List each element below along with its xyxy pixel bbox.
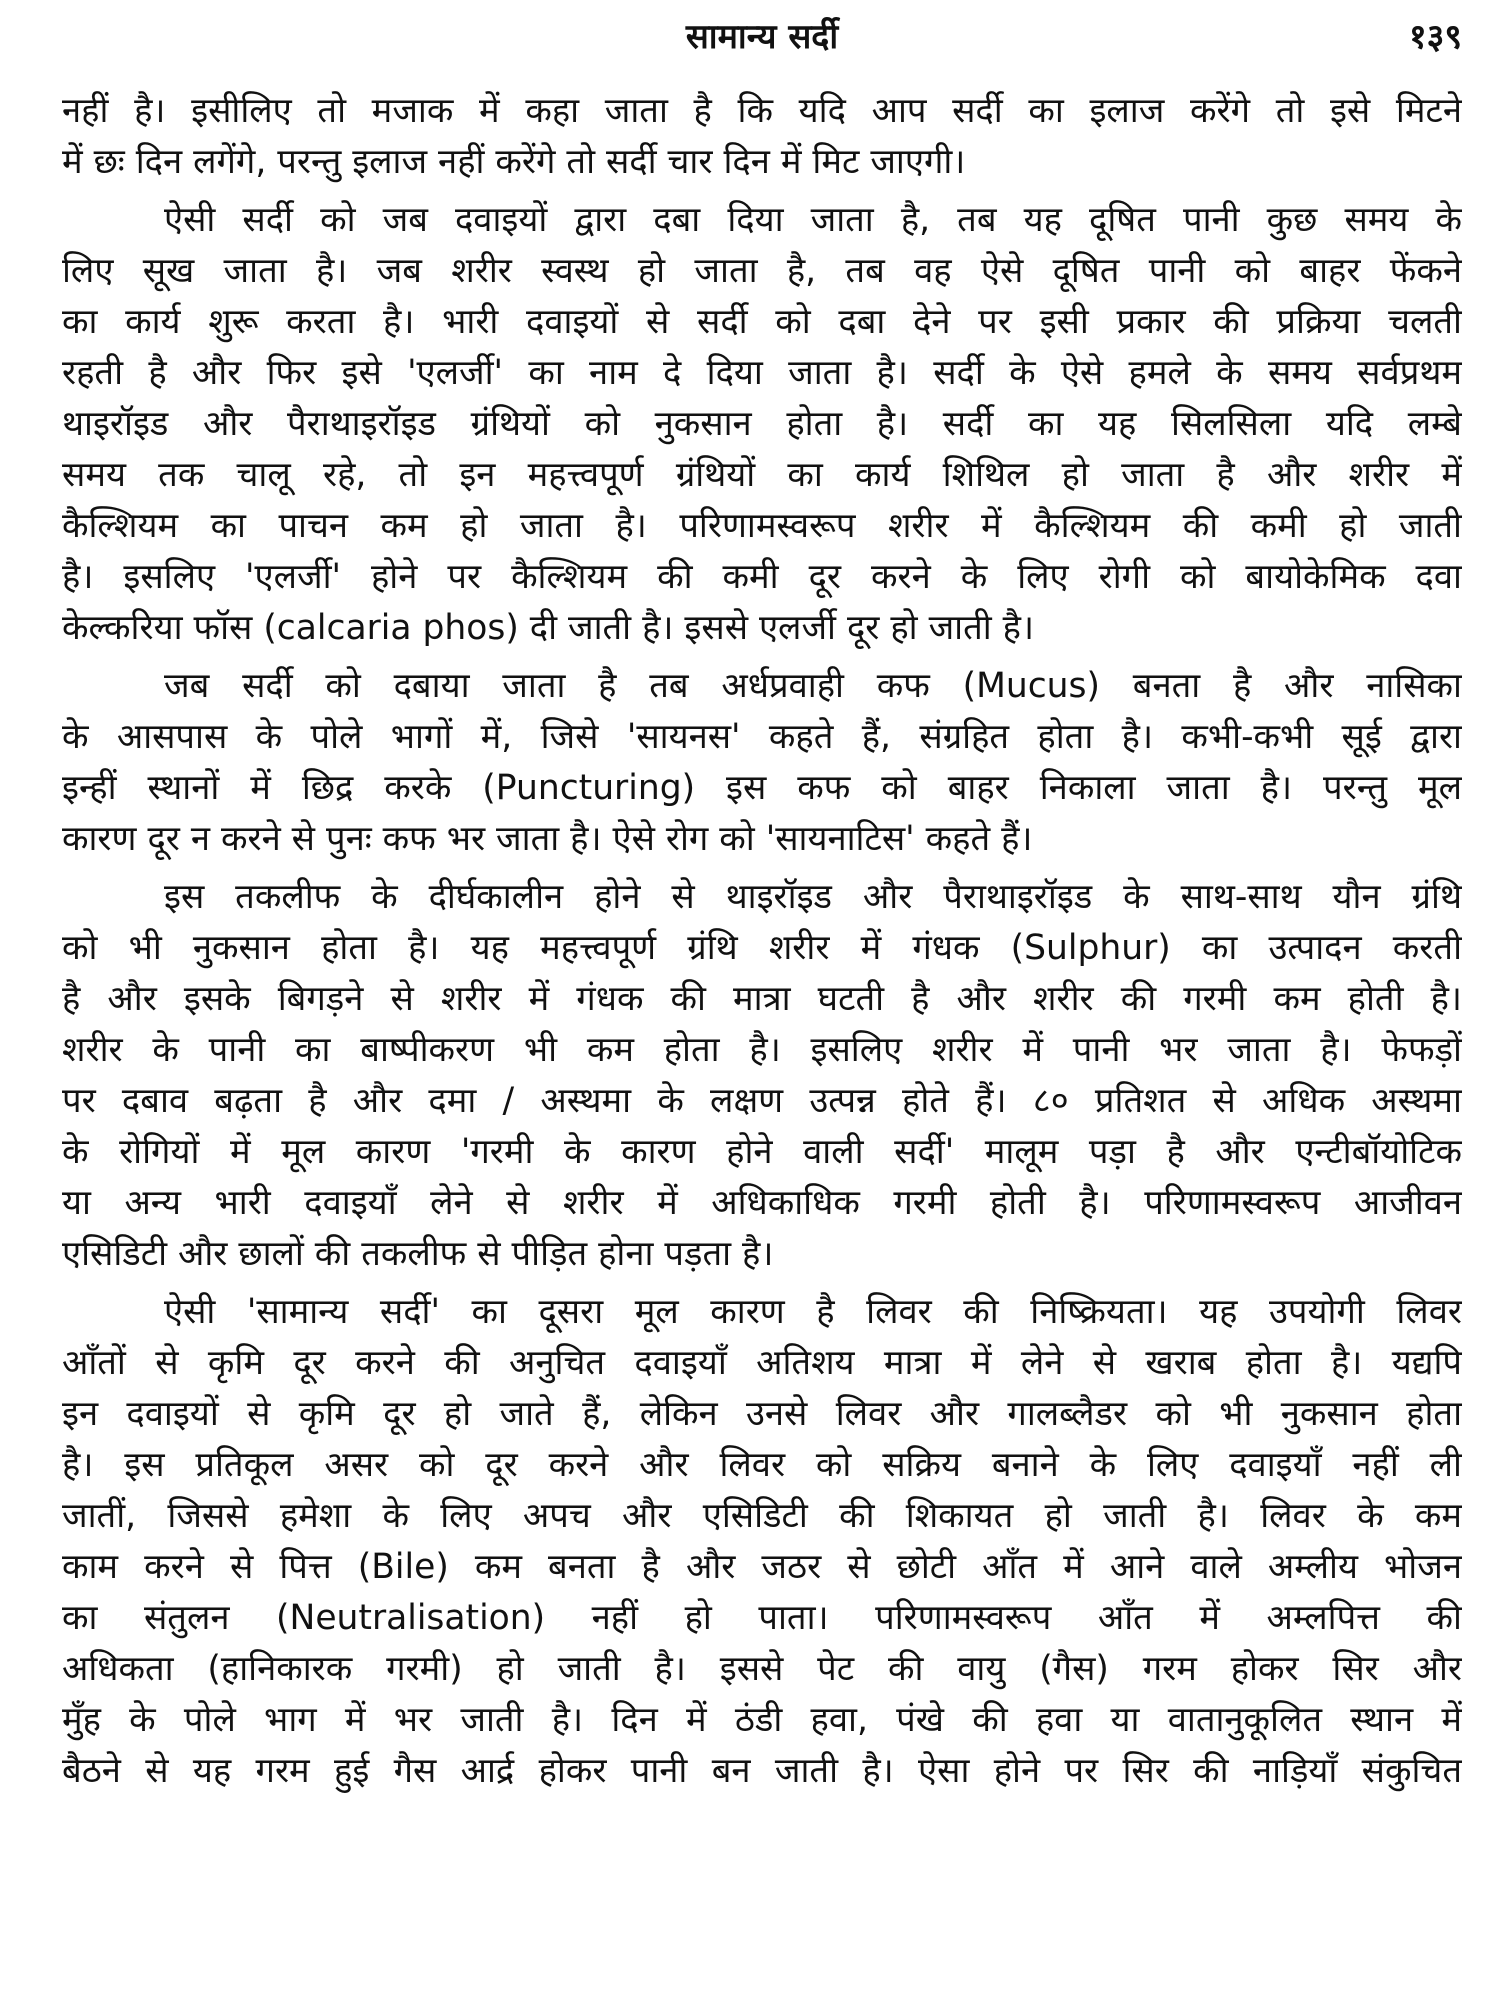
text-line: में छः दिन लगेंगे, परन्तु इलाज नहीं करेंगे तो सर्दी चार दिन में मिट जाएगी।: [62, 142, 966, 182]
text-line: समय तक चालू रहे, तो इन महत्त्वपूर्ण ग्रंथियों का कार्य शिथिल हो जाता है और शरीर में: [62, 455, 1462, 495]
body-text: [62, 86, 1462, 1797]
paragraph-1: [62, 86, 1462, 188]
text-line: है और इसके बिगड़ने से शरीर में गंधक की मात्रा घटती है और शरीर की गरमी कम होती है।: [62, 979, 1462, 1019]
text-line: नहीं है। इसीलिए तो मजाक में कहा जाता है कि यदि आप सर्दी का इलाज करेंगे तो इसे मिटने: [62, 91, 1462, 131]
text-line: काम करने से पित्त (Bile) कम बनता है और जठर से छोटी आँत में आने वाले अम्लीय भोजन: [62, 1547, 1462, 1587]
text-line: ऐसी सर्दी को जब दवाइयों द्वारा दबा दिया जाता है, तब यह दूषित पानी कुछ समय के: [164, 200, 1462, 240]
text-line: जातीं, जिससे हमेशा के लिए अपच और एसिडिटी की शिकायत हो जाती है। लिवर के कम: [62, 1496, 1462, 1536]
text-line: या अन्य भारी दवाइयाँ लेने से शरीर में अधिकाधिक गरमी होती है। परिणामस्वरूप आजीवन: [62, 1183, 1462, 1223]
text-line: मुँह के पोले भाग में भर जाती है। दिन में ठंडी हवा, पंखे की हवा या वातानुकूलित स्थान में: [62, 1700, 1462, 1740]
text-line: का कार्य शुरू करता है। भारी दवाइयों से सर्दी को दबा देने पर इसी प्रकार की प्रक्रिया चलती: [62, 302, 1462, 342]
paragraph-5: [62, 1287, 1462, 1797]
text-line: के आसपास के पोले भागों में, जिसे 'सायनस' कहते हैं, संग्रहित होता है। कभी-कभी सूई द्वारा: [62, 717, 1462, 757]
text-line: शरीर के पानी का बाष्पीकरण भी कम होता है। इसलिए शरीर में पानी भर जाता है। फेफड़ों: [62, 1030, 1462, 1070]
text-line: पर दबाव बढ़ता है और दमा / अस्थमा के लक्षण उत्पन्न होते हैं। ८० प्रतिशत से अधिक अस्थमा: [62, 1081, 1462, 1121]
text-line: जब सर्दी को दबाया जाता है तब अर्धप्रवाही कफ (Mucus) बनता है और नासिका: [164, 666, 1462, 706]
text-line: कारण दूर न करने से पुनः कफ भर जाता है। ऐसे रोग को 'सायनाटिस' कहते हैं।: [62, 819, 1033, 859]
text-line: को भी नुकसान होता है। यह महत्त्वपूर्ण ग्रंथि शरीर में गंधक (Sulphur) का उत्पादन करती: [62, 928, 1462, 968]
text-line: का संतुलन (Neutralisation) नहीं हो पाता। परिणामस्वरूप आँत में अम्लपित्त की: [62, 1598, 1462, 1638]
text-line: केल्करिया फॉस (calcaria phos) दी जाती है। इससे एलर्जी दूर हो जाती है।: [62, 608, 1035, 648]
text-line: आँतों से कृमि दूर करने की अनुचित दवाइयाँ अतिशय मात्रा में लेने से खराब होता है। यद्यपि: [62, 1343, 1462, 1383]
text-line: बैठने से यह गरम हुई गैस आर्द्र होकर पानी बन जाती है। ऐसा होने पर सिर की नाड़ियाँ संकुचित: [62, 1751, 1462, 1791]
text-line: अधिकता (हानिकारक गरमी) हो जाती है। इससे पेट की वायु (गैस) गरम होकर सिर और: [62, 1649, 1462, 1689]
text-line: के रोगियों में मूल कारण 'गरमी के कारण होने वाली सर्दी' मालूम पड़ा है और एन्टीबॉयोटिक: [62, 1132, 1462, 1172]
text-line: इन दवाइयों से कृमि दूर हो जाते हैं, लेकिन उनसे लिवर और गालब्लैडर को भी नुकसान होता: [62, 1394, 1462, 1434]
text-line: थाइरॉइड और पैराथाइरॉइड ग्रंथियों को नुकसान होता है। सर्दी का यह सिलसिला यदि लम्बे: [62, 404, 1462, 444]
text-line: है। इसलिए 'एलर्जी' होने पर कैल्शियम की कमी दूर करने के लिए रोगी को बायोकेमिक दवा: [62, 557, 1462, 597]
text-line: कैल्शियम का पाचन कम हो जाता है। परिणामस्वरूप शरीर में कैल्शियम की कमी हो जाती: [62, 506, 1462, 546]
paragraph-4: [62, 872, 1462, 1280]
text-line: इस तकलीफ के दीर्घकालीन होने से थाइरॉइड और पैराथाइरॉइड के साथ-साथ यौन ग्रंथि: [164, 877, 1462, 917]
text-line: है। इस प्रतिकूल असर को दूर करने और लिवर को सक्रिय बनाने के लिए दवाइयाँ नहीं ली: [62, 1445, 1462, 1485]
page-number: १३९: [1408, 17, 1462, 57]
text-line: इन्हीं स्थानों में छिद्र करके (Puncturing) इस कफ को बाहर निकाला जाता है। परन्तु मूल: [62, 768, 1462, 808]
paragraph-3: [62, 661, 1462, 865]
running-header: [62, 12, 1462, 62]
text-line: एसिडिटी और छालों की तकलीफ से पीड़ित होना पड़ता है।: [62, 1234, 774, 1274]
text-line: ऐसी 'सामान्य सर्दी' का दूसरा मूल कारण है लिवर की निष्क्रियता। यह उपयोगी लिवर: [164, 1292, 1462, 1332]
text-line: लिए सूख जाता है। जब शरीर स्वस्थ हो जाता है, तब वह ऐसे दूषित पानी को बाहर फेंकने: [62, 251, 1462, 291]
text-line: रहती है और फिर इसे 'एलर्जी' का नाम दे दिया जाता है। सर्दी के ऐसे हमले के समय सर्वप्रथम: [62, 353, 1462, 393]
paragraph-2: [62, 195, 1462, 654]
chapter-title: सामान्य सर्दी: [685, 17, 839, 57]
